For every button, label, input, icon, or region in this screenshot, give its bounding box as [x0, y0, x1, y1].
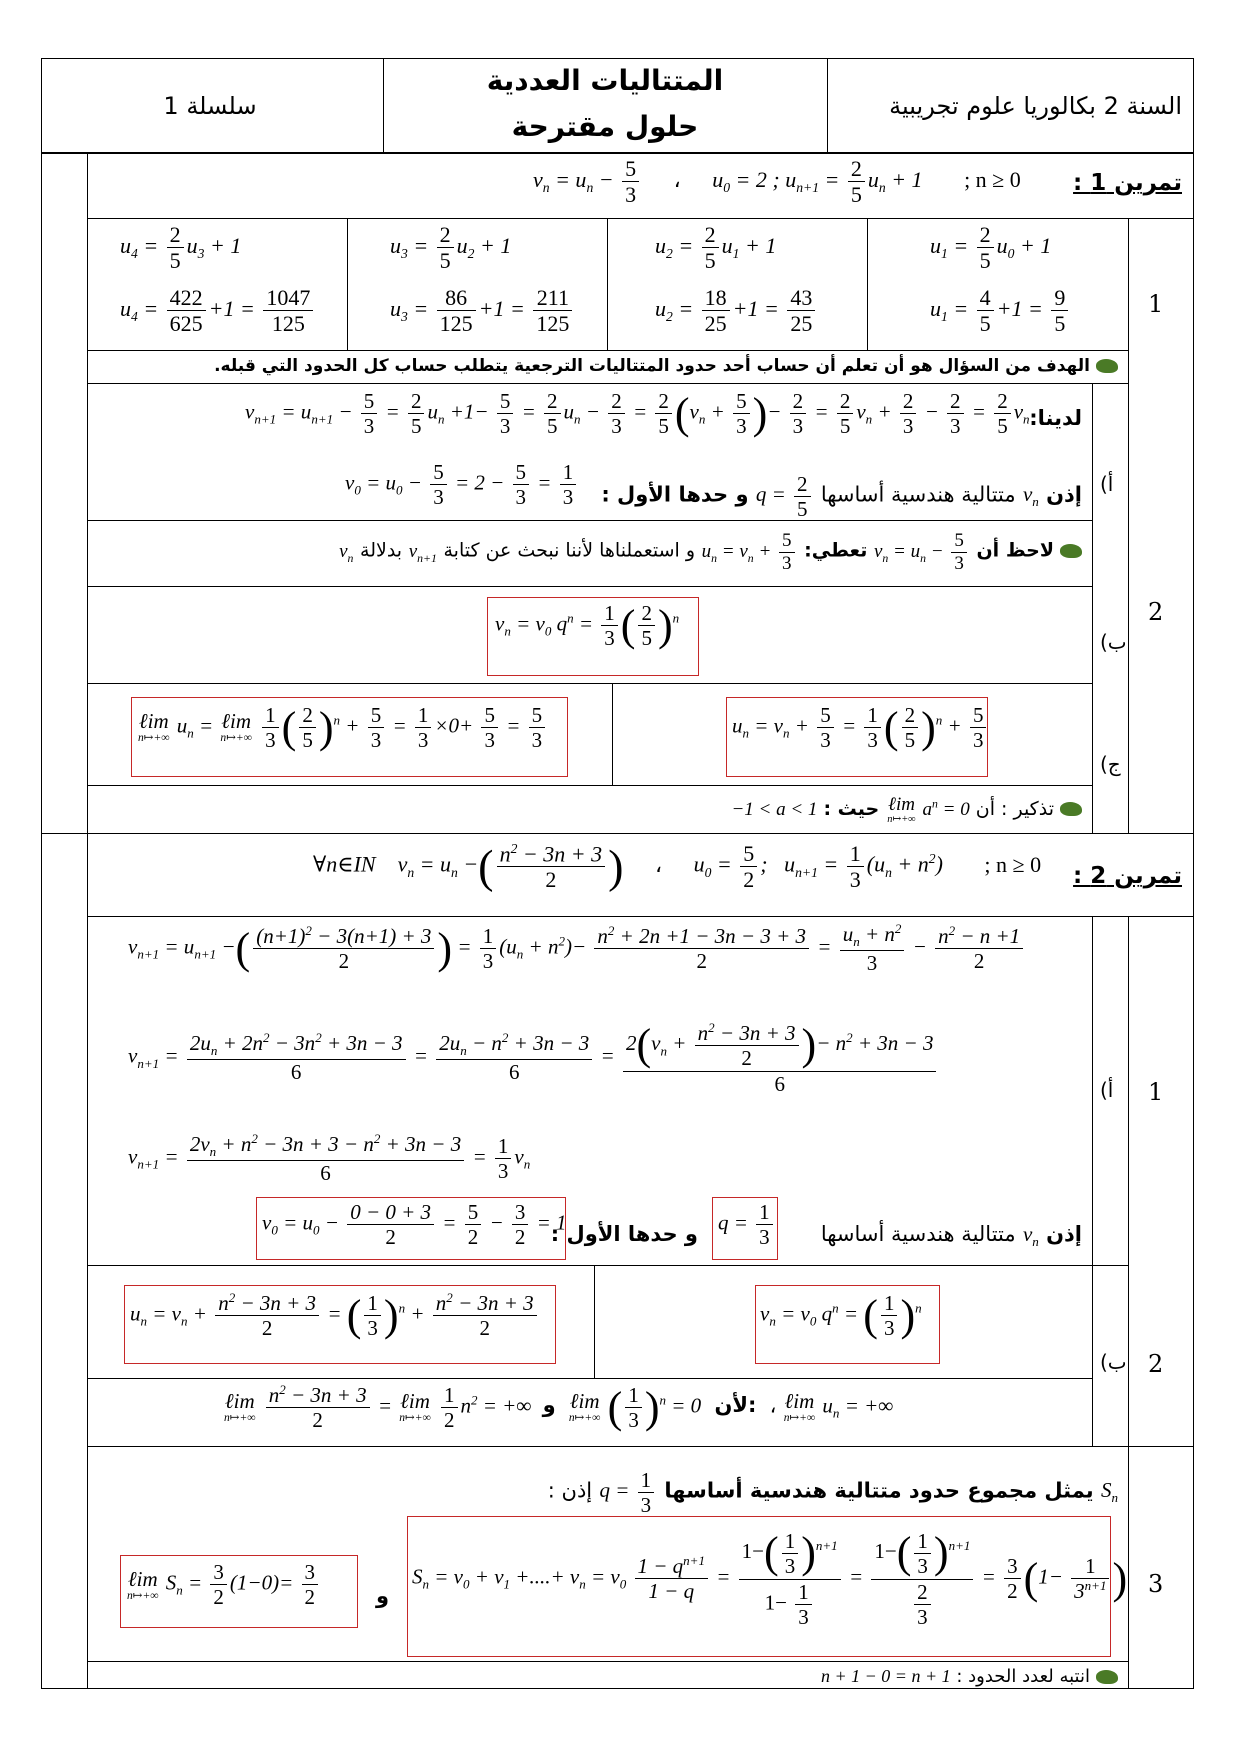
- ex2-idhan2: إذن :: [547, 1478, 593, 1503]
- ex2-a-label: أ): [1100, 1078, 1114, 1102]
- row-line: [87, 1265, 1128, 1266]
- u3-formula: $u_3$ = $\frac{2}{5}$ $u_2 + 1$: [390, 222, 512, 274]
- ex2-lianna: لأن:: [714, 1393, 757, 1418]
- ex1-idhan: إذن: [1046, 482, 1082, 507]
- ex2-sn-desc: يمثل مجموع حدود متتالية هندسية أساسها: [664, 1478, 1094, 1503]
- cell-divider: [594, 1265, 595, 1378]
- sub-col: [1092, 916, 1093, 1446]
- ex1-reminder-text: تذكير : أن: [975, 797, 1054, 820]
- ex1-reminder: تذكير : أن ℓim n↦+∞ $a^n = 0$ حيث : −1 < a < 1: [731, 795, 1082, 826]
- ex2-q1-num: 1: [1148, 1078, 1164, 1106]
- cell-divider: [347, 218, 348, 350]
- qnum-col: [1128, 916, 1129, 1689]
- ex1-hint2-c: و استعملناها لأننا نبحث عن كتابة: [443, 539, 696, 562]
- ex2-hint-count-text: انتبه لعدد الحدود :: [956, 1666, 1090, 1687]
- ex1-b-label: ب): [1100, 630, 1127, 654]
- ex1-first-term-text: و حدها الأول :: [601, 482, 749, 507]
- ex2-conclusion: إذن $v_n$ متتالية هندسية أساسها: [820, 1222, 1082, 1250]
- ex2-q-value: q = $\frac{1}{3}$: [718, 1200, 776, 1249]
- un-formula: $u_n = v_n$ + $\frac{5}{3}$ = $\frac{1}{3}$ ( $\frac{2}{5}$ )$^n$ + $\frac{5}{3}$: [732, 702, 989, 753]
- row-line: [87, 1378, 1092, 1379]
- header-divider: [827, 58, 828, 153]
- ex2-sn-formula: $S_n = v_0 + v_1$ +....+ $v_n = v_0$ $\frac{1 - q^{n+1}}{1 - q}$ = 1−( $\frac{1}{3}$ )$^{n+1}$ 1− $\frac{1}{3}$ = 1−( $\frac{1}{3}$ )$^{n+1}$ $\frac{2}{3}$ = $\frac{3}{2}$ (1− $\frac{1}{3^{n+1}}$ ): [412, 1528, 1128, 1629]
- row-line: [87, 383, 1128, 384]
- ex2-b-label: ب): [1100, 1350, 1127, 1374]
- row-line: [87, 350, 1128, 351]
- ex1-label-text: تمرين 1: [1090, 170, 1182, 196]
- row-line: [87, 785, 1092, 786]
- u1-value: $u_1$ = $\frac{4}{5}$ +1 = $\frac{9}{5}$: [930, 285, 1071, 337]
- ex1-a-label: أ): [1100, 472, 1114, 496]
- header-title: المتتاليات العددية: [486, 64, 724, 97]
- ex2-idhan: إذن: [1046, 1222, 1082, 1246]
- u2-value: $u_2$ = $\frac{18}{25}$ +1 = $\frac{43}{25}$: [655, 285, 818, 337]
- ex2-statement: ∀n∈IN $v_n = u_n$ −( $\frac{n^2 - 3n + 3}{2}$ ) ، $u_0$ = $\frac{5}{2}$ ; $u_{n+1}$ = $\frac{1}{3}$ $(u_n + n^2)$ ; n ≥ 0: [313, 840, 1042, 893]
- ex2-sn-limit: ℓim n↦+∞ $S_n$ = $\frac{3}{2}$ (1−0)= $\frac{3}{2}$: [125, 1560, 321, 1609]
- cell-divider: [867, 218, 868, 350]
- sub-col: [1092, 383, 1093, 833]
- ex1-haythu: حيث :: [823, 797, 880, 820]
- ex1-statement: $v_n = u_n$ − $\frac{5}{3}$ ، $u_0 = 2$ ; $u_{n+1}$ = $\frac{2}{5}$ $u_n + 1$ ; n ≥ 0: [533, 156, 1021, 208]
- ex2-vn1-line3: $v_{n+1}$ = $\frac{2v_n + n^2 - 3n + 3 - n^2 + 3n - 3}{6}$ = $\frac{1}{3}$ $v_n$: [128, 1131, 531, 1186]
- header-subtitle: حلول مقترحة: [511, 110, 699, 143]
- ex2-geo-text: متتالية هندسية أساسها: [820, 1222, 1016, 1246]
- ex1-hint2-b: تعطي:: [804, 539, 868, 562]
- ex1-q1-hint: [214, 356, 1118, 376]
- ex2-un-formula: $u_n = v_n$ + $\frac{n^2 - 3n + 3}{2}$ = ( $\frac{1}{3}$ )$^n$ + $\frac{n^2 - 3n + 3}{2}$: [130, 1290, 540, 1341]
- ex2-q3-num: 3: [1148, 1570, 1164, 1598]
- ex1-hint2-a: لاحظ أن: [976, 539, 1054, 562]
- v0-value: $v_0 = u_0$ − $\frac{5}{3}$ = 2 − $\frac{5}{3}$ = $\frac{1}{3}$: [345, 460, 579, 509]
- ex1-q2-num: 2: [1148, 598, 1164, 626]
- ex2-wa2: و: [376, 1584, 390, 1608]
- cell-divider: [607, 218, 608, 350]
- leaf-icon: [1060, 802, 1082, 816]
- row-line: [87, 1661, 1128, 1662]
- vn1-derivation: $v_{n+1} = u_{n+1}$ − $\frac{5}{3}$ = $\frac{2}{5}$ $u_n +1-$ $\frac{5}{3}$ = $\frac{2}{5}$ $u_n$ − $\frac{2}{3}$ = $\frac{2}{5}$ ($v_n$ + $\frac{5}{3}$ )− $\frac{2}{3}$ = $\frac{2}{5}$ $v_n$ + $\frac{2}{3}$ − $\frac{2}{3}$ = $\frac{2}{5}$ $v_n$: [245, 388, 1030, 438]
- row-line: [87, 586, 1092, 587]
- header-divider: [383, 58, 384, 153]
- u1-formula: $u_1$ = $\frac{2}{5}$ $u_0 + 1$: [930, 222, 1052, 274]
- ex1-hint2-d: بدلالة: [360, 539, 403, 562]
- u4-value: $u_4$ = $\frac{422}{625}$ +1 = $\frac{1047}{125}$: [120, 285, 316, 337]
- row-line: [41, 833, 1194, 834]
- u3-value: $u_3$ = $\frac{86}{125}$ +1 = $\frac{211}{125}$: [390, 285, 575, 337]
- ex1-q1-num: 1: [1148, 290, 1164, 318]
- ex2-v0-value: $v_0 = u_0$ − $\frac{0 - 0 + 3}{2}$ = $\frac{5}{2}$ − $\frac{3}{2}$ = 1: [262, 1200, 567, 1250]
- ex2-limits: ℓim n↦+∞ $\frac{n^2 - 3n + 3}{2}$ = ℓim n↦+∞ $\frac{1}{2}$ $n^2$ = +∞ و ℓim n↦+∞ ( $\frac{1}{3}$ )$^n$ = 0 لأن: ، ℓim n↦+∞ $u_n$ = +∞: [224, 1381, 894, 1432]
- ex2-first-term-text: و حدها الأول :: [550, 1222, 698, 1246]
- ex1-geo-text: متتالية هندسية أساسها: [820, 482, 1016, 507]
- ex2-label-text: تمرين 2: [1090, 863, 1182, 889]
- u4-formula: $u_4$ = $\frac{2}{5}$ $u_3 + 1$: [120, 222, 242, 274]
- ex2-wa: و: [542, 1393, 556, 1418]
- header-series: سلسلة 1: [163, 92, 257, 120]
- ex2-hint-count: انتبه لعدد الحدود : n + 1 − 0 = n + 1: [821, 1666, 1118, 1687]
- ex1-label: تمرين 1 :: [1073, 170, 1182, 196]
- leaf-icon: [1096, 1670, 1118, 1684]
- ex1-c-label: ج): [1100, 752, 1121, 776]
- ex2-vn-formula: $v_n = v_0$ $q^n$ = ( $\frac{1}{3}$ )$^n$: [760, 1290, 922, 1340]
- ex1-conclusion: إذن $v_n$ متتالية هندسية أساسها q = $\frac{2}{5}$ و حدها الأول :: [601, 472, 1082, 522]
- cell-divider: [612, 683, 613, 785]
- ex2-label: تمرين 2 :: [1073, 863, 1182, 889]
- ex2-vn1-line2: $v_{n+1}$ = $\frac{2u_n + 2n^2 - 3n^2 + 3n - 3}{6}$ = $\frac{2u_n - n^2 + 3n - 3}{6}$ = $2(v_n$ + $\frac{n^2 - 3n + 3}{2}$ )− $n^2 + 3n - 3$ 6: [128, 1020, 939, 1096]
- ex1-lidayna: لدينا:: [1029, 406, 1082, 430]
- leaf-icon: [1060, 544, 1082, 558]
- ex1-q1-hint-text: الهدف من السؤال هو أن تعلم أن حساب أحد حدود المتتاليات الترجعية يتطلب حساب كل الحدود التي قبله.: [214, 356, 1090, 376]
- qnum-col: [1128, 218, 1129, 833]
- header-level: السنة 2 بكالوريا علوم تجريبية: [889, 92, 1182, 120]
- row-line: [87, 218, 1194, 219]
- ex1-hint2: لاحظ أن $v_n = u_n$ − $\frac{5}{3}$ تعطي: $u_n = v_n$ + $\frac{5}{3}$ و استعملناها لأننا نبحث عن كتابة $v_{n+1}$ بدلالة $v_n$: [339, 530, 1082, 575]
- leaf-icon: [1096, 359, 1118, 373]
- row-line: [87, 683, 1092, 684]
- ex2-q2-num: 2: [1148, 1350, 1164, 1378]
- vn-formula: $v_n = v_0$ $q^n$ = $\frac{1}{3}$ ( $\frac{2}{5}$ )$^n$: [495, 600, 680, 650]
- ex2-sn-text: $S_n$ يمثل مجموع حدود متتالية هندسية أساسها q = $\frac{1}{3}$ إذن :: [547, 1468, 1118, 1518]
- u2-formula: $u_2$ = $\frac{2}{5}$ $u_1 + 1$: [655, 222, 777, 274]
- un-limit: ℓim n↦+∞ $u_n$ = ℓim n↦+∞ $\frac{1}{3}$ ( $\frac{2}{5}$ )$^n$ + $\frac{5}{3}$ = $\frac{1}{3}$ ×0+ $\frac{5}{3}$ = $\frac{5}{3}$: [136, 702, 548, 753]
- row-line: [87, 1446, 1194, 1447]
- ex2-vn1-line1: $v_{n+1} = u_{n+1}$ −( $\frac{(n+1)^2 - 3(n+1) + 3}{2}$ ) = $\frac{1}{3}$ $(u_n + n^2)-$ $\frac{n^2 + 2n +1 - 3n - 3 + 3}{2}$ = $\frac{u_n + n^2}{3}$ − $\frac{n^2 - n +1}{2}$: [128, 922, 1026, 975]
- row-line: [87, 916, 1194, 917]
